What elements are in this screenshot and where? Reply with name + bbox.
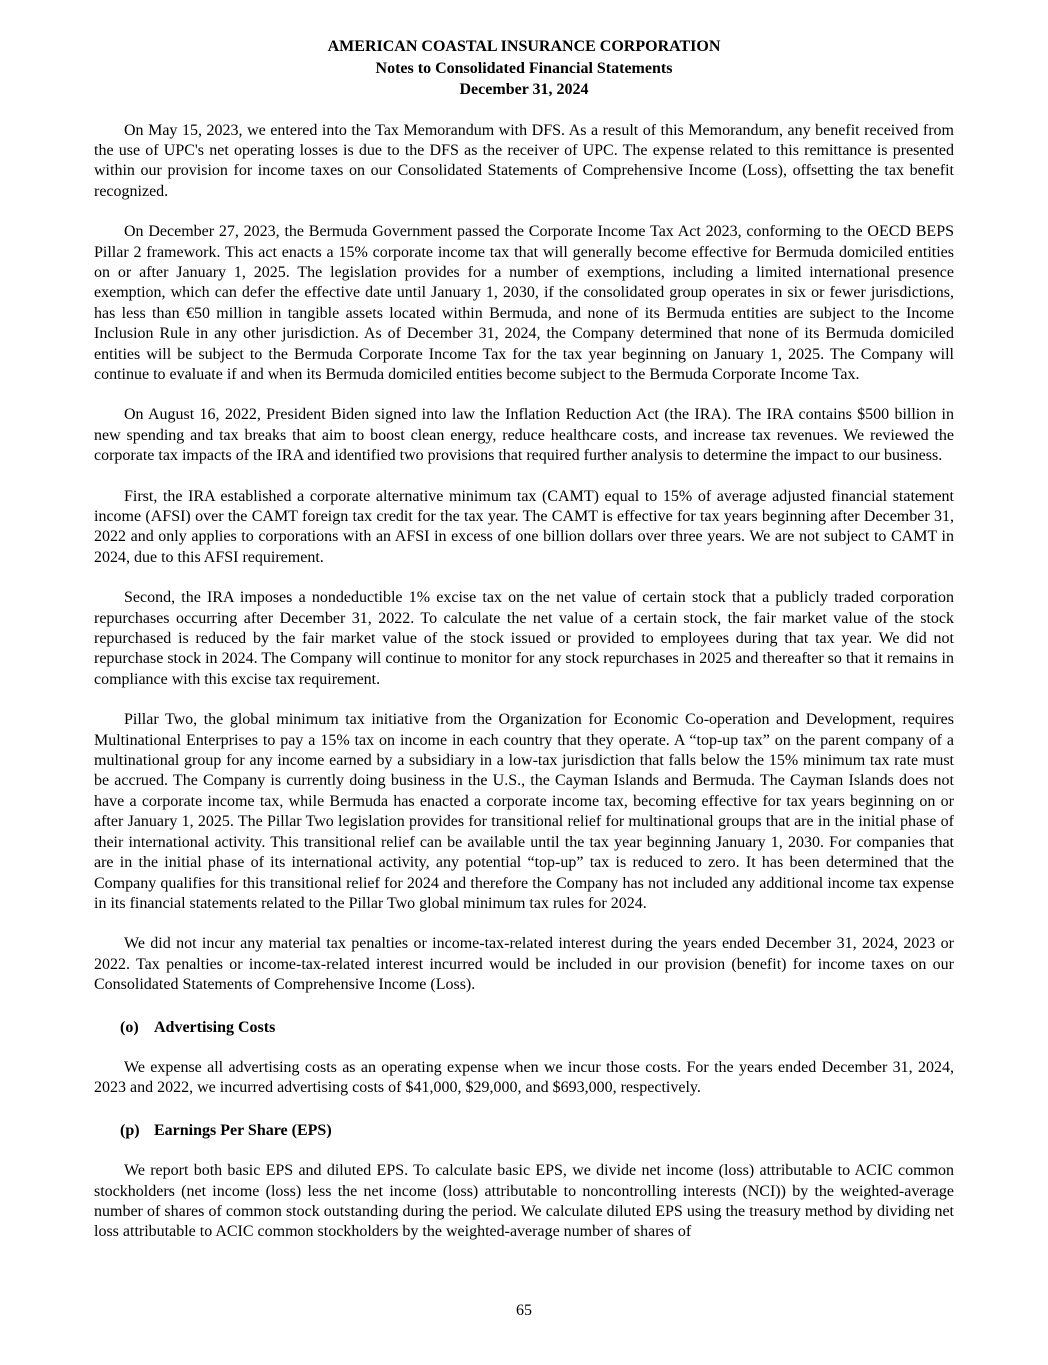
paragraph-excise-tax: Second, the IRA imposes a nondeductible 1% excise tax on the net value of certain stock that a publicly traded corporation repurchases occurring after December 31, 2022. To calculate the net value of a certain stock, the fair market value of the stock repurchased is reduced by the fair market value of the stock issued or provided to employees during that tax year. We did not repurchase stock in 2024. The Company will continue to monitor for any stock repurchases in 2025 and thereafter so that it remains in compliance with this excise tax requirement. — [94, 589, 954, 688]
heading-advertising-costs — [120, 1018, 954, 1038]
paragraph-bermuda-corporate-income-tax: On December 27, 2023, the Bermuda Government passed the Corporate Income Tax Act 2023, conforming to the OECD BEPS Pillar 2 framework. This act enacts a 15% corporate income tax that will generally become effective for Bermuda domiciled entities on or after January 1, 2025. The legislation provides for a number of exemptions, including a limited international presence exemption, which can defer the effective date until January 1, 2030, if the consolidated group operates in six or fewer jurisdictions, has less than €50 million in tangible assets located within Bermuda, and none of its Bermuda entities are subject to the Income Inclusion Rule in any other jurisdiction. As of December 31, 2024, the Company determined that none of its Bermuda domiciled entities will be subject to the Bermuda Corporate Income Tax for the tax year beginning on January 1, 2025. The Company will continue to evaluate if and when its Bermuda domiciled entities become subject to the Bermuda Corporate Income Tax. — [94, 223, 954, 383]
heading-earnings-per-share-letter: (p) — [120, 1121, 140, 1139]
company-name: AMERICAN COASTAL INSURANCE CORPORATION — [327, 38, 721, 55]
document-header — [94, 36, 954, 101]
paragraph-tax-memorandum: On May 15, 2023, we entered into the Tax Memorandum with DFS. As a result of this Memorandum, any benefit received from the use of UPC's net operating losses is due to the DFS as the receiver of UPC. The expense related to this remittance is presented within our provision for income taxes on our Consolidated Statements of Comprehensive Income (Loss), offsetting the tax benefit recognized. — [94, 121, 954, 200]
paragraph-tax-penalties: We did not incur any material tax penalties or income-tax-related interest during the years ended December 31, 2024, 2023 or 2022. Tax penalties or income-tax-related interest incurred would be included in our provision (benefit) for income taxes on our Consolidated Statements of Comprehensive Income (Loss). — [94, 935, 954, 994]
heading-advertising-costs-label: Advertising Costs — [154, 1018, 276, 1036]
document-date: December 31, 2024 — [459, 81, 589, 98]
paragraph-earnings-per-share: We report both basic EPS and diluted EPS. To calculate basic EPS, we divide net income (loss) attributable to ACIC common stockholders (net income (loss) less the net income (loss) attributable to noncontrolling interests (NCI)) by the weighted-average number of shares of common stock outstanding during the period. We calculate diluted EPS using the treasury method by dividing net loss attributable to ACIC common stockholders by the weighted-average number of shares of — [94, 1162, 954, 1241]
heading-earnings-per-share — [120, 1121, 954, 1141]
heading-earnings-per-share-label: Earnings Per Share (EPS) — [154, 1121, 332, 1139]
heading-advertising-costs-letter: (o) — [120, 1018, 139, 1036]
paragraph-advertising-costs: We expense all advertising costs as an operating expense when we incur those costs. For the years ended December 31, 2024, 2023 and 2022, we incurred advertising costs of $41,000, $29,000, and $693,000, respectively. — [94, 1058, 954, 1097]
document-body — [94, 121, 954, 1243]
paragraph-pillar-two: Pillar Two, the global minimum tax initiative from the Organization for Economic Co-operation and Development, requires Multinational Enterprises to pay a 15% tax on income in each country that they operate. A “top-up tax” on the parent company of a multinational group for any income earned by a subsidiary in a low-tax jurisdiction that falls below the 15% minimum tax rate must be accrued. The Company is currently doing business in the U.S., the Cayman Islands and Bermuda. The Cayman Islands does not have a corporate income tax, while Bermuda has enacted a corporate income tax, becoming effective for tax years beginning on or after January 1, 2025. The Pillar Two legislation provides for transitional relief for multinational groups that are in the initial phase of their international activity. This transitional relief can be available until the tax year beginning January 1, 2030. For companies that are in the initial phase of its international activity, any potential “top-up” tax is reduced to zero. It has been determined that the Company qualifies for this transitional relief for 2024 and therefore the Company has not included any additional income tax expense in its financial statements related to the Pillar Two global minimum tax rules for 2024. — [94, 711, 954, 912]
document-title: Notes to Consolidated Financial Statements — [375, 59, 673, 77]
page-number: 65 — [516, 1301, 532, 1319]
paragraph-camt: First, the IRA established a corporate alternative minimum tax (CAMT) equal to 15% of average adjusted financial statement income (AFSI) over the CAMT foreign tax credit for the tax year. The CAMT is effective for tax years beginning after December 31, 2022 and only applies to corporations with an AFSI in excess of one billion dollars over three years. We are not subject to CAMT in 2024, due to this AFSI requirement. — [94, 487, 954, 566]
page-footer — [0, 1301, 1048, 1321]
paragraph-inflation-reduction-act: On August 16, 2022, President Biden signed into law the Inflation Reduction Act (the IRA). The IRA contains $500 billion in new spending and tax breaks that aim to boost clean energy, reduce healthcare costs, and increase tax revenues. We reviewed the corporate tax impacts of the IRA and identified two provisions that required further analysis to determine the impact to our business. — [94, 406, 954, 465]
